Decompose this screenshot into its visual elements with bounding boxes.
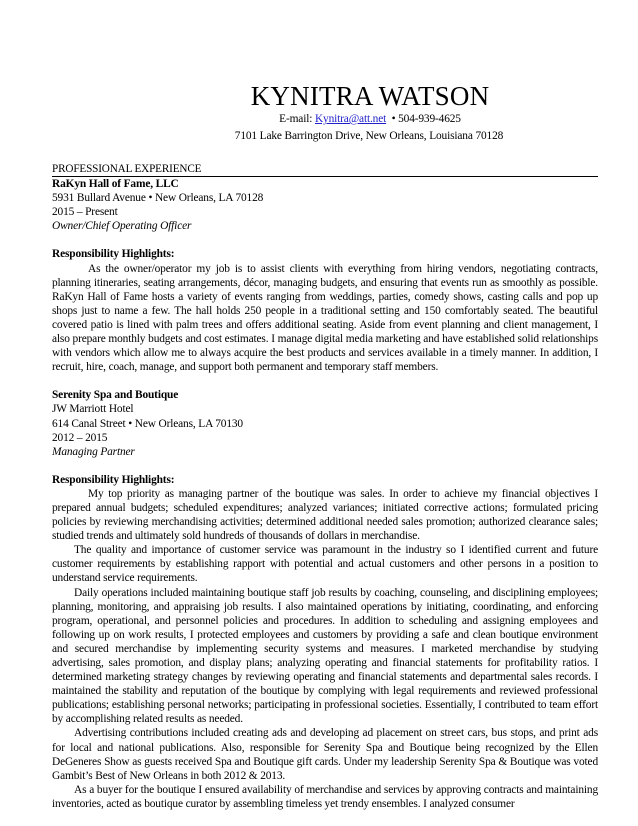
company-address: 5931 Bullard Avenue • New Orleans, LA 70128 (52, 192, 264, 205)
home-address: 7101 Lake Barrington Drive, New Orleans, Louisiana 70128 (234, 130, 504, 142)
job-paragraph: As the owner/operator my job is to assist clients with everything from hiring vendors, negotiating contracts, planning itineraries, seating arrangements, décor, managing budgets, and ensuring that events run as smoothly as possible. RaKyn Hall of Fame hosts a variety of events ranging from weddings, parties, comedy shows, casting calls and pop up shops just to name a few. The hall holds 250 people in a traditional setting and 150 comfortably seated. The beautiful covered patio is lined with palm trees and offers additional seating. Aside from event planning and client management, I also prepare monthly budgets and cost estimates. I manage digital media marketing and have established solid relationships with vendors which allow me to always acquire the best products and services available in a timely manner. In addition, I recruit, hire, coach, manage, and support both permanent and temporary staff members. (52, 262, 598, 374)
job-paragraph: The quality and importance of customer service was paramount in the industry so I identified current and future customer requirements by establishing rapport with potential and actual customers and other persons in a position to understand service requirements. (52, 544, 598, 585)
contact-line (52, 112, 598, 126)
company-name: RaKyn Hall of Fame, LLC (52, 178, 179, 191)
company-address: 614 Canal Street • New Orleans, LA 70130 (52, 417, 243, 430)
company-name: Serenity Spa and Boutique (52, 389, 179, 402)
job-title: Owner/Chief Operating Officer (52, 220, 192, 233)
highlights-heading: Responsibility Highlights: (52, 248, 175, 261)
employment-dates: 2012 – 2015 (52, 431, 108, 444)
job-title: Managing Partner (52, 445, 135, 458)
highlights-heading: Responsibility Highlights: (52, 473, 175, 486)
bullet-separator: • (391, 113, 396, 125)
email-label: E-mail: (279, 113, 313, 125)
location-name: JW Marriott Hotel (52, 403, 134, 416)
job-entry-serenity (52, 388, 598, 811)
candidate-name: KYNITRA WATSON (250, 81, 490, 111)
job-paragraph: My top priority as managing partner of the boutique was sales. In order to achieve my financial objectives I prepared annual budgets; scheduled expenditures; analyzed variances; initiated corrective actions; formulated pricing policies by reviewing merchandising activities; determined additional needed sales promotion; authorized clearance sales; studied trends and ultimately sold hundreds of thousands of dollars in merchandise. (52, 487, 598, 543)
section-title: PROFESSIONAL EXPERIENCE (52, 163, 598, 177)
resume-page (52, 80, 598, 811)
job-paragraph: Advertising contributions included creating ads and developing ad placement on street cars, bus stops, and print ads for local and national publications. Also, responsible for Serenity Spa and Boutique being recognized by the Ellen DeGeneres Show as guests received Spa and Boutique gift cards. Under my leadership Serenity Spa & Boutique was voted Gambit’s Best of New Orleans in both 2012 & 2013. (52, 727, 598, 782)
job-entry-rakyn (52, 177, 598, 374)
phone-number: 504-939-4625 (398, 113, 461, 125)
email-link[interactable]: Kynitra@att.net (314, 113, 387, 125)
job-paragraph: Daily operations included maintaining boutique staff job results by coaching, counseling, and disciplining employees; planning, monitoring, and appraising job results. I also maintained operations by initiating, coordinating, and enforcing program, operational, and personnel policies and procedures. In addition to scheduling and assigning employees and following up on work results, I protected employees and customers by providing a safe and clean boutique environment and secured merchandise by implementing security systems and measures. I marketed merchandise by studying advertising, sales promotion, and display plans; analyzing operating and financial statements for profitability ratios. I determined marketing strategy changes by reviewing operating and financial statements and departmental sales records. I maintained the stability and reputation of the boutique by complying with legal requirements and reviewed professional publications; establishing personal networks; participating in professional societies. Essentially, I contributed to team effort by accomplishing related results as needed. (52, 586, 598, 726)
employment-dates: 2015 – Present (52, 206, 118, 219)
job-paragraph: As a buyer for the boutique I ensured availability of merchandise and services by approving contracts and maintaining inventories, acted as boutique curator by assembling timeless yet trendy ensembles. I analyzed consumer (52, 783, 598, 810)
